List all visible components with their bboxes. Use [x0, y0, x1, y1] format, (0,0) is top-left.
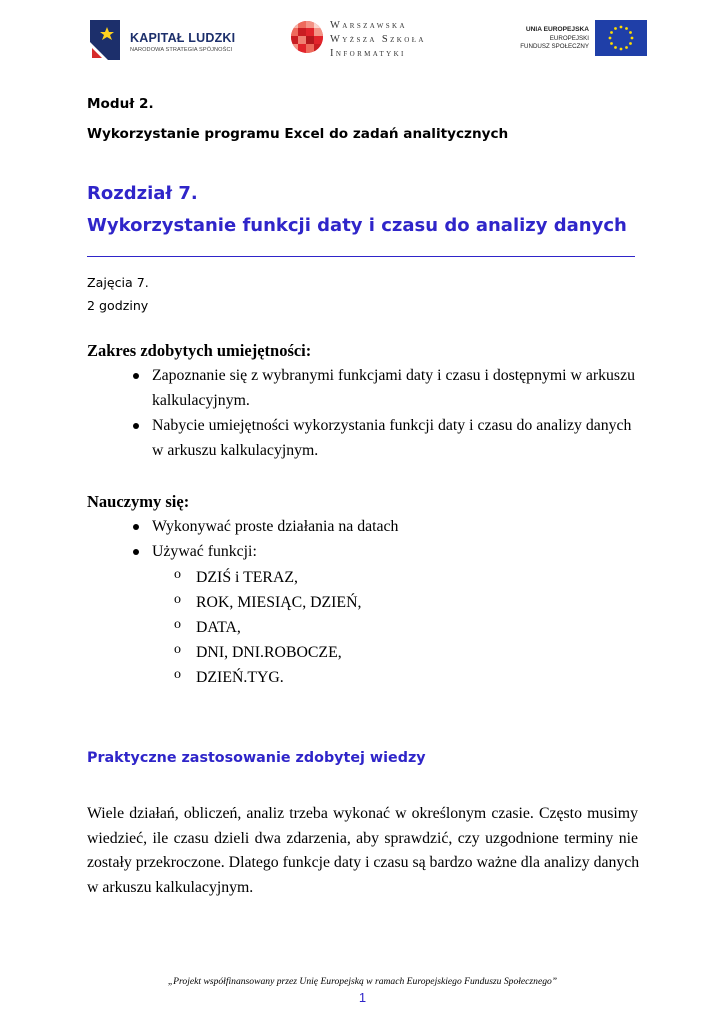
chapter-divider — [87, 256, 635, 257]
bullet-icon — [133, 373, 139, 379]
eu-text — [520, 26, 589, 52]
skill-item-line: w arkuszu kalkulacyjnym. — [152, 442, 319, 459]
learn-item: Używać funkcji: — [152, 543, 257, 560]
skills-heading: Zakres zdobytych umiejętności: — [87, 341, 312, 360]
paragraph-line: Wiele działań, obliczeń, analiz trzeba wykonać w określonym czasie. Często musimy — [87, 805, 638, 822]
page-number: 1 — [358, 990, 367, 1005]
wwsi-line: Wyższa Szkoła — [330, 34, 426, 45]
sub-bullet-icon: o — [174, 567, 181, 582]
chapter-title: Wykorzystanie funkcji daty i czasu do analizy danych — [87, 215, 627, 236]
wwsi-logo — [290, 18, 430, 60]
sub-bullet-icon: o — [174, 592, 181, 607]
paragraph-line: zostały przekroczone. Dlatego funkcje daty i czasu są bardzo ważne dla analizy danych — [87, 854, 640, 872]
module-label: Moduł 2. — [87, 96, 154, 112]
eu-flag-icon — [595, 20, 647, 56]
practical-paragraph — [87, 802, 638, 900]
eu-line: FUNDUSZ SPOŁECZNY — [520, 43, 589, 50]
wwsi-mosaic-icon — [290, 20, 324, 54]
function-item: DNI, DNI.ROBOCZE, — [196, 644, 342, 661]
chapter-label: Rozdział 7. — [87, 183, 198, 204]
eu-line: EUROPEJSKI — [549, 34, 589, 42]
function-item: ROK, MIESIĄC, DZIEŃ, — [196, 594, 362, 611]
function-item: DZIŚ i TERAZ, — [196, 569, 298, 586]
module-title: Wykorzystanie programu Excel do zadań analitycznych — [87, 126, 509, 142]
sub-bullet-icon: o — [174, 642, 181, 657]
bullet-icon — [133, 423, 139, 429]
sub-bullet-icon: o — [174, 667, 181, 682]
function-item: DATA, — [196, 619, 241, 636]
function-item: DZIEŃ.TYG. — [196, 669, 284, 686]
eu-logo — [512, 18, 647, 60]
footer-note: „Projekt współfinansowany przez Unię Europejską w ramach Europejskiego Funduszu Społecznego” — [167, 976, 558, 987]
paragraph-line: wiedzieć, ile czasu dzieli dwa zdarzenia, aby sprawdzić, czy uzgodnione terminy nie — [87, 829, 638, 847]
bullet-icon — [133, 549, 139, 555]
learn-item: Wykonywać proste działania na datach — [152, 518, 399, 535]
kapital-ludzki-logo — [90, 18, 240, 64]
practical-heading: Praktyczne zastosowanie zdobytej wiedzy — [87, 750, 426, 766]
kapital-ludzki-emblem-icon — [90, 20, 124, 60]
wwsi-name — [330, 19, 426, 61]
kapital-ludzki-title: KAPITAŁ LUDZKI — [130, 31, 236, 45]
classes-number: Zajęcia 7. — [87, 275, 149, 290]
hours-count: 2 godziny — [87, 298, 149, 313]
learn-heading: Nauczymy się: — [87, 492, 190, 511]
bullet-icon — [133, 524, 139, 530]
eu-line: UNIA EUROPEJSKA — [525, 26, 589, 33]
skill-item-line: Zapoznanie się z wybranymi funkcjami daty i czasu i dostępnymi w arkuszu — [152, 367, 635, 384]
skill-item-line: kalkulacyjnym. — [152, 392, 250, 409]
paragraph-line: w arkuszu kalkulacyjnym. — [87, 878, 254, 896]
wwsi-line: Warszawska — [330, 20, 407, 31]
wwsi-line: Informatyki — [330, 48, 406, 59]
skill-item-line: Nabycie umiejętności wykorzystania funkcji daty i czasu do analizy danych — [152, 417, 632, 434]
kapital-ludzki-subtitle: NARODOWA STRATEGIA SPÓJNOŚCI — [130, 47, 233, 53]
sub-bullet-icon: o — [174, 617, 181, 632]
